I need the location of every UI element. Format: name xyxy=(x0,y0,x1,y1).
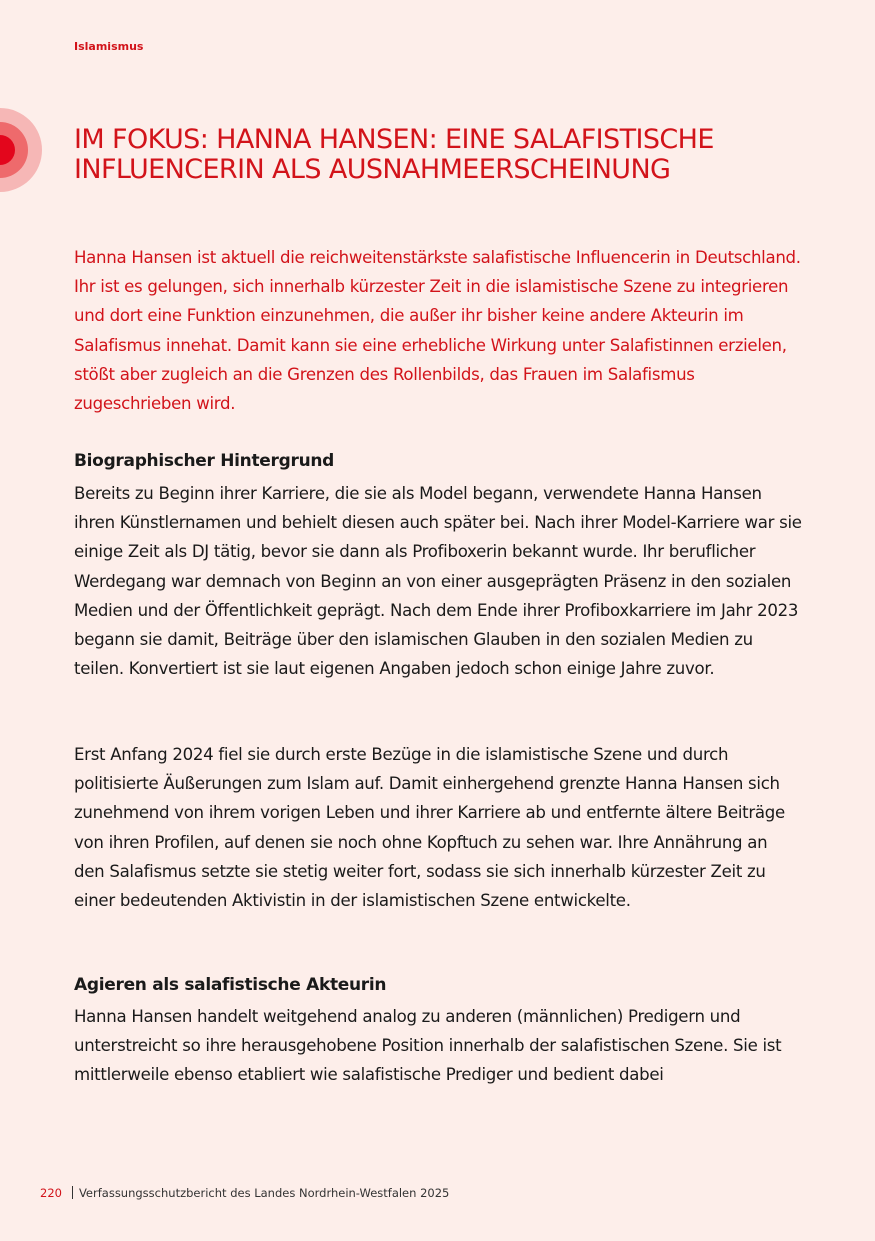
paragraph-biography-2: Erst Anfang 2024 fiel sie durch erste Bezüge in die islamistische Szene und durch politisierte Äußerungen zum Islam auf. Damit einhergehend grenzte Hanna Hansen sich zunehmend von ihrem vorigen Leben und ihrer Karriere ab und entfernte ältere Beiträge von ihren Profilen, auf denen sie noch ohne Kopftuch zu sehen war. Ihre Annährung an den Salafismus setzte sie stetig weiter fort, sodass sie sich innerhalb kürzester Zeit zu einer bedeutenden Aktivistin in der islamistischen Szene entwickelte. xyxy=(74,745,785,911)
page-footer xyxy=(40,1186,449,1200)
paragraph-biography-1: Bereits zu Beginn ihrer Karriere, die sie als Model begann, verwendete Hanna Hansen ihren Künstlernamen und behielt diesen auch später bei. Nach ihrer Model-Karriere war sie einige Zeit als DJ tätig, bevor sie dann als Profiboxerin bekannt wurde. Ihr beruflicher Werdegang war demnach von Beginn an von einer ausgeprägten Präsenz in den sozialen Medien und der Öffentlichkeit geprägt. Nach dem Ende ihrer Profiboxkarriere im Jahr 2023 begann sie damit, Beiträge über den islamischen Glauben in den sozialen Medien zu teilen. Konvertiert ist sie laut eigenen Angaben jedoch schon einige Jahre zuvor. xyxy=(74,484,802,679)
footer-divider xyxy=(72,1186,73,1199)
target-circle-icon xyxy=(0,108,42,192)
section-heading-activity: Agieren als salafistische Akteurin xyxy=(74,975,387,995)
paragraph-activity-1: Hanna Hansen handelt weitgehend analog zu anderen (männlichen) Predigern und unterstreicht so ihre herausgehobene Position innerhalb der salafistischen Szene. Sie ist mittlerweile ebenso etabliert wie salafistische Prediger und bedient dabei xyxy=(74,1007,782,1085)
running-header: Islamismus xyxy=(74,40,144,53)
section-heading-biography: Biographischer Hintergrund xyxy=(74,451,335,471)
intro-paragraph: Hanna Hansen ist aktuell die reichweitenstärkste salafistische Influencerin in Deutschland. Ihr ist es gelungen, sich innerhalb kürzester Zeit in die islamistische Szene zu integrieren und dort eine Funktion einzunehmen, die außer ihr bisher keine andere Akteurin im Salafismus innehat. Damit kann sie eine erhebliche Wirkung unter Salafistinnen erzielen, stößt aber zugleich an die Grenzen des Rollenbilds, das Frauen im Salafismus zugeschrieben wird. xyxy=(74,248,801,414)
publication-title: Verfassungsschutzbericht des Landes Nordrhein-Westfalen 2025 xyxy=(78,1186,450,1200)
page-number: 220 xyxy=(40,1186,62,1200)
page-title: IM FOKUS: HANNA HANSEN: EINE SALAFISTISCHE INFLUENCERIN ALS AUSNAHMEERSCHEINUNG xyxy=(74,124,714,185)
